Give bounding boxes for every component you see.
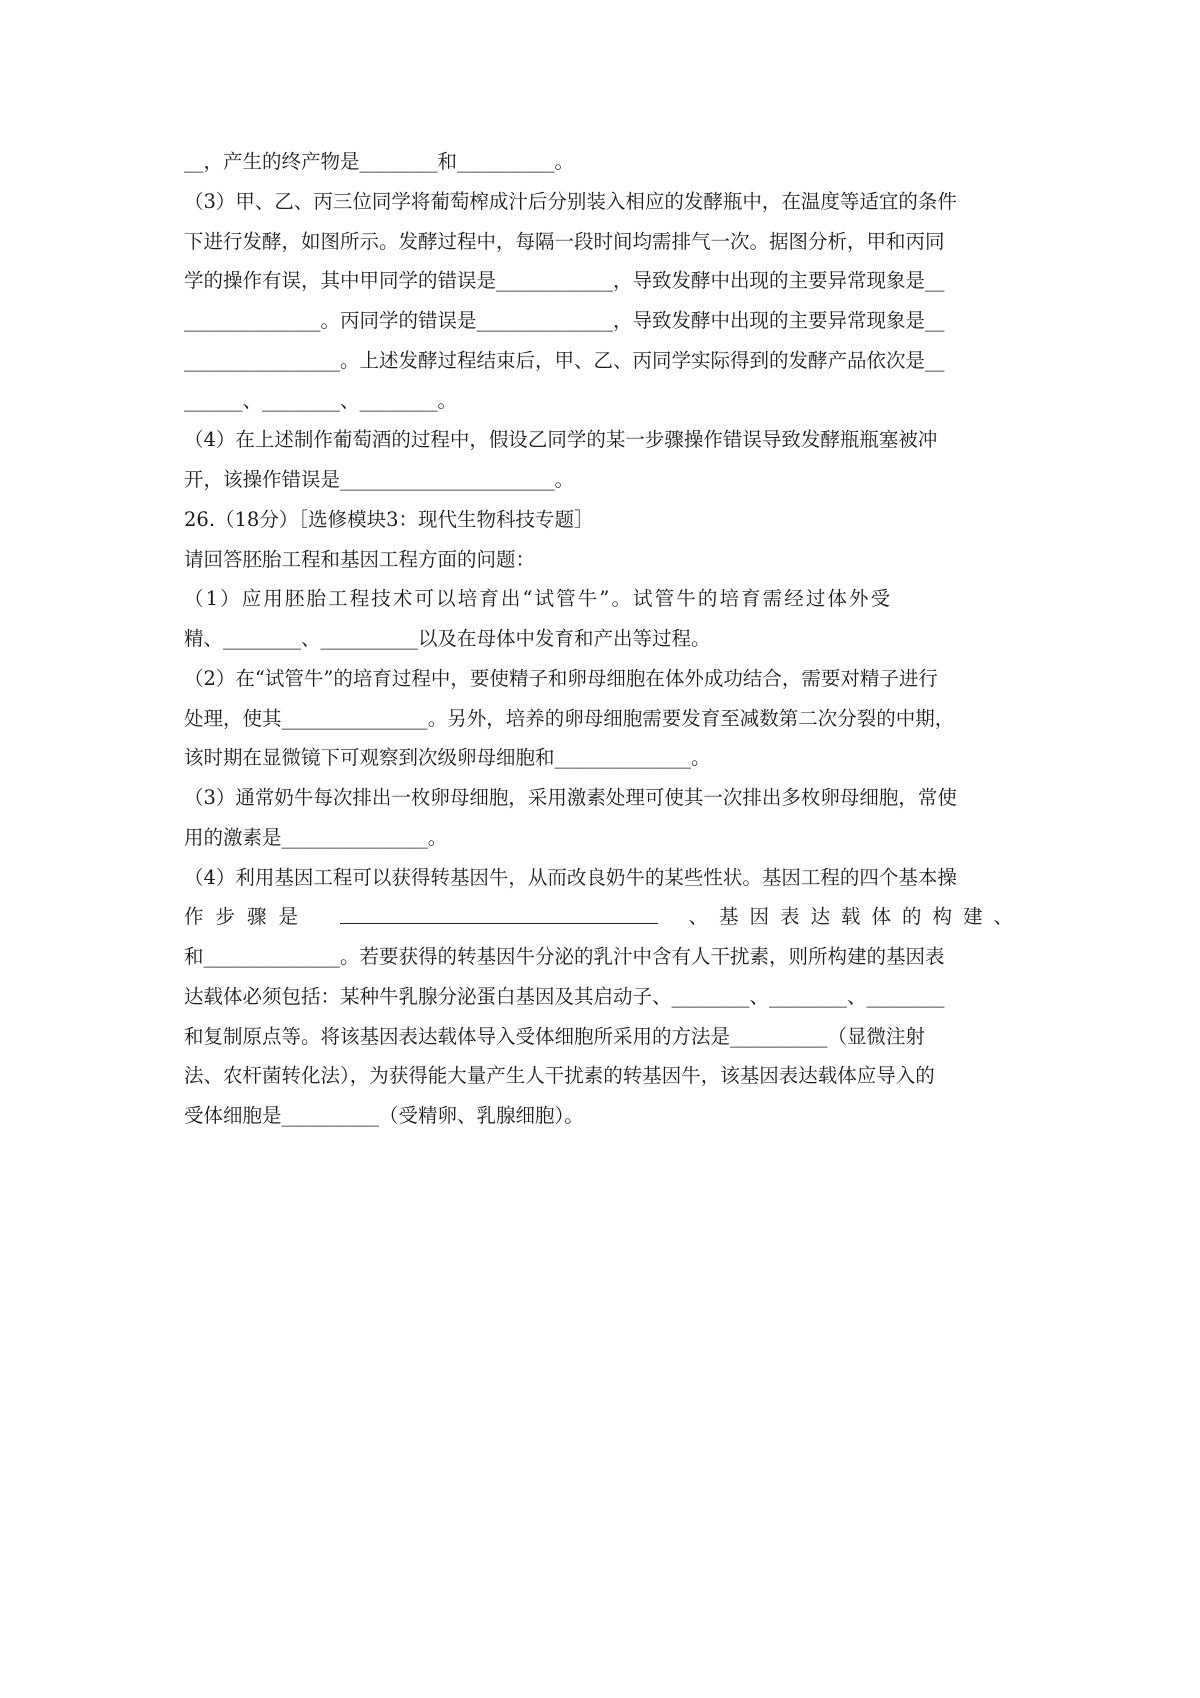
q26-part1-line-2: 精、________、__________以及在母体中发育和产出等过程。 [184,627,711,650]
question-3-line-5: ________________。上述发酵过程结束后，甲、乙、丙同学实际得到的发酵产品依次是__ [184,348,945,372]
q26-part2-line-2: 处理，使其_______________。另外，培养的卵母细胞需要发育至减数第二次分裂的中期， [184,706,955,730]
q26-part2-line-1: （2）在“试管牛”的培育过程中，要使精子和卵母细胞在体外成功结合，需要对精子进行 [184,666,938,690]
q26-part4-text-b: 、基因表达载体的构建、 [688,905,1024,929]
q26-part4-line-4: 达载体必须包括：某种牛乳腺分泌蛋白基因及其启动子、________、________、________ [184,984,945,1008]
q26-part3-line-2: 用的激素是_______________。 [184,825,448,849]
q26-part4-line-3: 和______________。若要获得的转基因牛分泌的乳汁中含有人干扰素，则所构建的基因表 [184,945,945,968]
q26-part4-line-7: 受体细胞是__________（受精卵、乳腺细胞）。 [184,1104,584,1127]
question-26-intro: 请回答胚胎工程和基因工程方面的问题： [184,547,536,571]
document-page [184,150,1024,1144]
q26-part3-line-1: （3）通常奶牛每次排出一枚卵母细胞，采用激素处理可使其一次排出多枚卵母细胞，常使 [184,786,957,809]
q26-part4-line-5: 和复制原点等。将该基因表达载体导入受体细胞所采用的方法是__________（显微注射 [184,1024,926,1048]
question-3-line-4: ______________。丙同学的错误是______________，导致发酵中出现的主要异常现象是__ [184,309,945,332]
question-4-line-1: （4）在上述制作葡萄酒的过程中，假设乙同学的某一步骤操作错误导致发酵瓶瓶塞被冲 [184,428,938,452]
question-3-line-2: 下进行发酵，如图所示。发酵过程中，每隔一段时间均需排气一次。据图分析，甲和丙同 [184,229,945,253]
q26-part4-line-2 [184,905,1024,928]
question-3-line-3: 学的操作有误，其中甲同学的错误是____________，导致发酵中出现的主要异常现象是__ [184,269,945,293]
question-26-heading: 26.（18分）［选修模块3：现代生物科技专题］ [184,507,594,531]
answer-blank [340,905,658,924]
q26-part2-line-3: 该时期在显微镜下可观察到次级卵母细胞和______________。 [184,746,711,770]
question-4-line-2: 开，该操作错误是______________________。 [184,468,575,491]
q26-part4-line-1: （4）利用基因工程可以获得转基因牛，从而改良奶牛的某些性状。基因工程的四个基本操 [184,865,957,889]
q26-part4-line-6: 法、农杆菌转化法），为获得能大量产生人干扰素的转基因牛，该基因表达载体应导入的 [184,1064,935,1088]
question-3-line-1: （3）甲、乙、丙三位同学将葡萄榨成汁后分别装入相应的发酵瓶中，在温度等适宜的条件 [184,189,957,213]
q26-part4-text-a: 作步骤是 [184,905,311,929]
question-3-line-6: ______、________、________。 [184,388,458,412]
q26-part1-line-1: （1）应用胚胎工程技术可以培育出“试管牛”。试管牛的培育需经过体外受 [184,587,893,611]
text-line: __，产生的终产物是________和__________。 [184,150,575,173]
